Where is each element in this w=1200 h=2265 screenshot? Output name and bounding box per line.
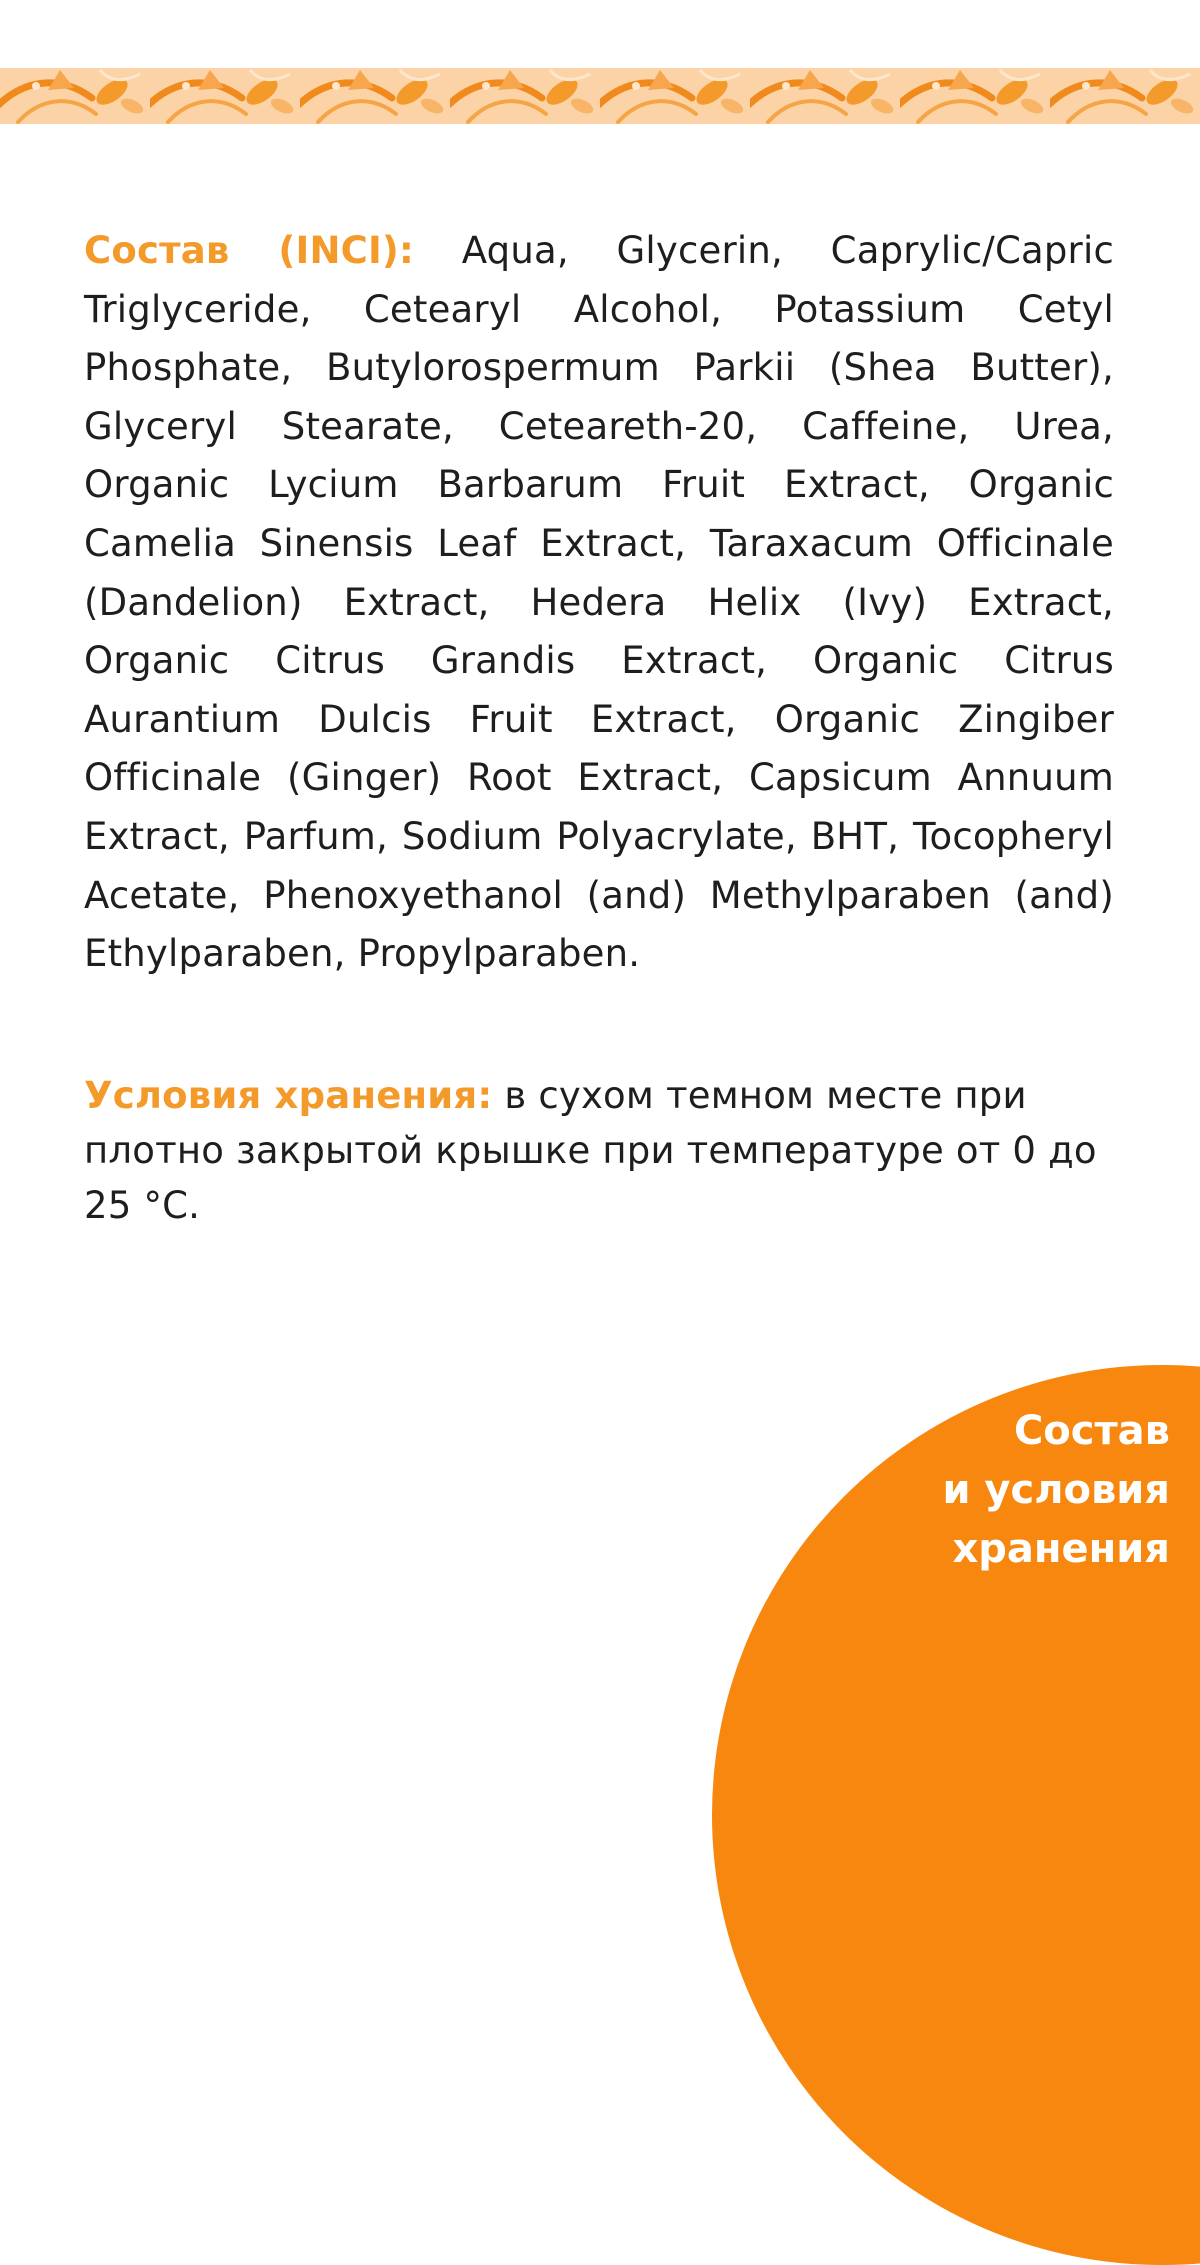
decorative-banner — [0, 68, 1200, 124]
section-badge-title — [850, 1402, 1170, 1579]
orange-pattern-icon — [0, 68, 1200, 124]
badge-line-1: Состав — [1013, 1408, 1170, 1454]
storage-label: Условия хранения: — [84, 1074, 493, 1117]
ingredients-text: Aqua, Glycerin, Caprylic/Capric Triglyceride, Cetearyl Alcohol, Potassium Cetyl Phosphate, Butylorospermum Parkii (Shea Butter), Glyceryl Stearate, Ceteareth-20, Caffeine, Urea, Organic Lycium Barbarum Fruit Extract, Organic Camelia Sinensis Leaf Extract, Taraxacum Officinale (Dandelion) Extract, Hedera Helix (Ivy) Extract, Organic Citrus Grandis Extract, Organic Citrus Aurantium Dulcis Fruit Extract, Organic Zingiber Officinale (Ginger) Root Extract, Capsicum Annuum Extract, Parfum, Sodium Polyacrylate, BHT, Tocopheryl Acetate, Phenoxyethanol (and) Methylparaben (and) Ethylparaben, Propylparaben. — [84, 229, 1114, 976]
storage-text: в сухом темном месте при плотно закрытой крышке при температуре от 0 до 25 °C. — [84, 1074, 1097, 1227]
badge-line-3: хранения — [952, 1526, 1170, 1572]
storage-paragraph — [84, 1068, 1114, 1233]
ingredients-label: Состав (INCI): — [84, 229, 415, 272]
ingredients-paragraph — [84, 222, 1114, 984]
badge-line-2: и условия — [942, 1467, 1170, 1513]
